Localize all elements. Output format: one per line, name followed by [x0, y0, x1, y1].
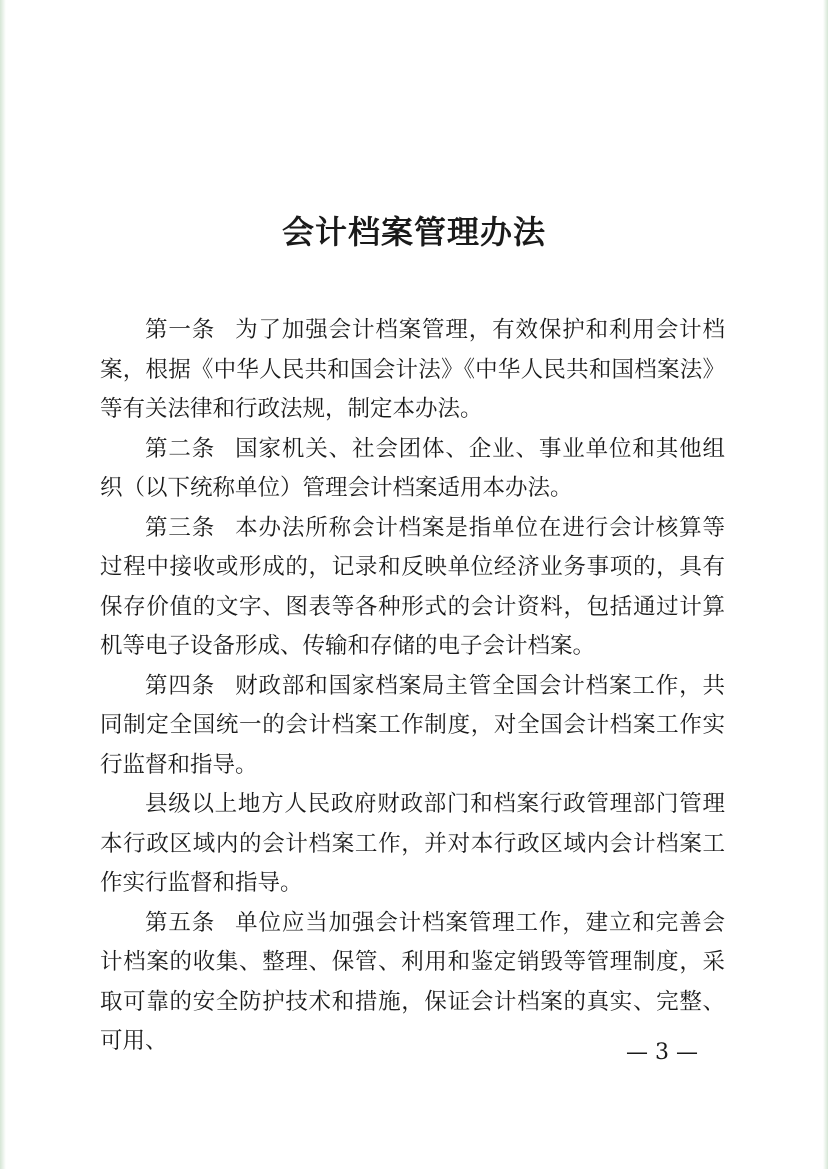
article-label: 第五条: [145, 909, 216, 936]
article-text: 本办法所称会计档案是指单位在进行会计核算等过程中接收或形成的，记录和反映单位经济业务事项的，具有保存价值的文字、图表等各种形式的会计资料，包括通过计算机等电子设备形成、传输和存储的电子会计档案。: [100, 514, 725, 659]
article-4: [100, 667, 725, 786]
article-2: [100, 430, 725, 509]
article-label: 第二条: [145, 435, 216, 462]
article-text: 国家机关、社会团体、企业、事业单位和其他组织（以下统称单位）管理会计档案适用本办法。: [100, 435, 725, 501]
article-label: 第四条: [145, 672, 216, 699]
article-label: 第三条: [145, 514, 216, 541]
article-text: 财政部和国家档案局主管全国会计档案工作，共同制定全国统一的会计档案工作制度，对全国会计档案工作实行监督和指导。: [100, 672, 725, 778]
article-text: 单位应当加强会计档案管理工作，建立和完善会计档案的收集、整理、保管、利用和鉴定销毁等管理制度，采取可靠的安全防护技术和措施，保证会计档案的真实、完整、可用、: [100, 909, 725, 1054]
article-label: 第一条: [145, 317, 216, 343]
article-text: 县级以上地方人民政府财政部门和档案行政管理部门管理本行政区域内的会计档案工作，并对本行政区域内会计档案工作实行监督和指导。: [100, 791, 725, 896]
document-title: 会计档案管理办法: [281, 213, 546, 251]
article-4-paragraph-2: [100, 785, 725, 904]
page-number: — 3 —: [626, 1040, 698, 1065]
article-3: [100, 509, 725, 667]
article-text: 为了加强会计档案管理，有效保护和利用会计档案，根据《中华人民共和国会计法》《中华人民共和国档案法》等有关法律和行政法规，制定本办法。: [100, 317, 725, 422]
article-1: [100, 311, 725, 430]
document-body: [100, 311, 725, 1062]
